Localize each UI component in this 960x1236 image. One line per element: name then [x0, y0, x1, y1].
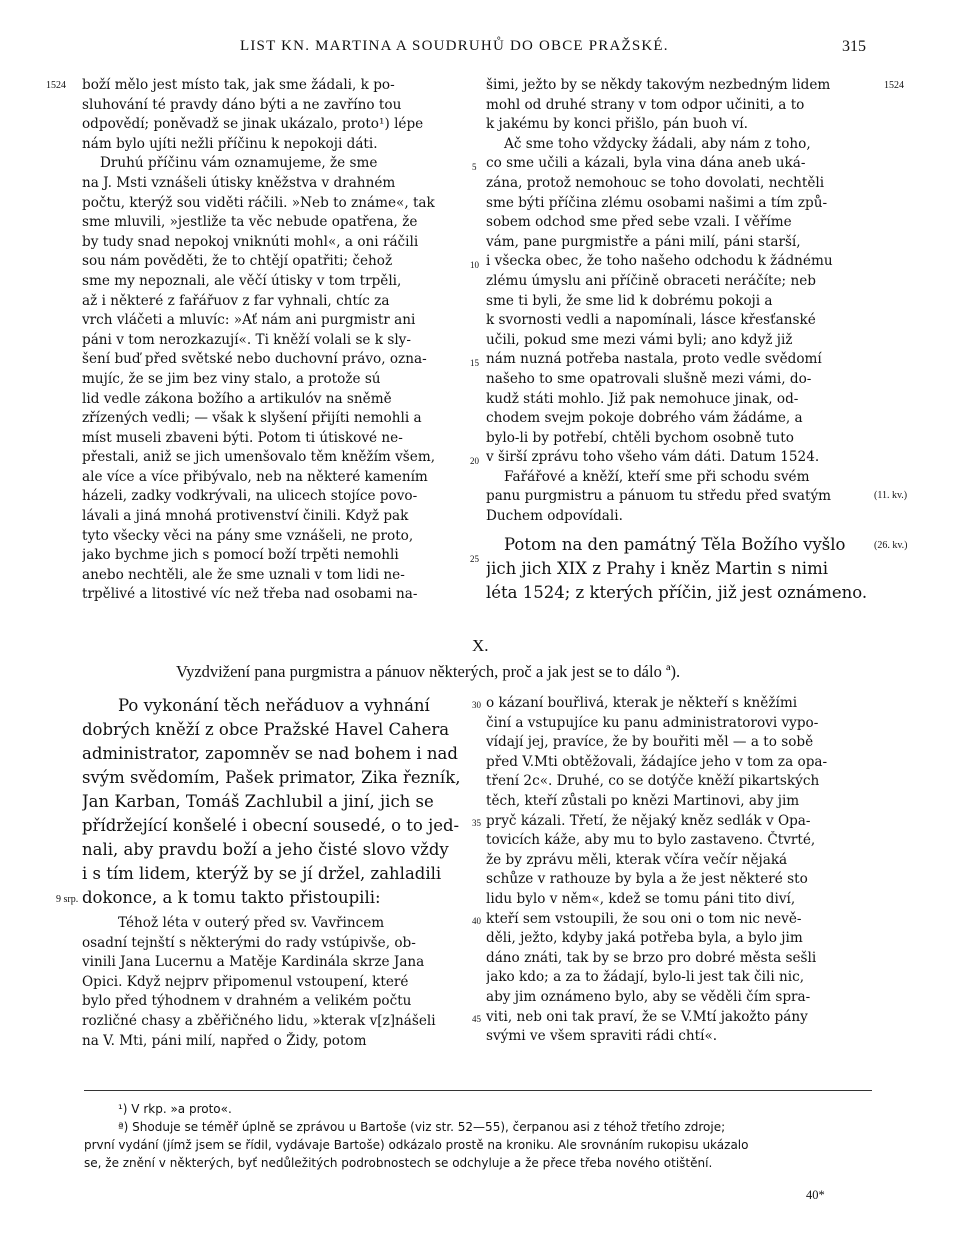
- text-line: nám bylo ujíti nežli příčinu k nepokoji dáti.: [82, 135, 378, 152]
- text-line: sme mluvili, »jestliže ta věc nebude opatřena, že: [82, 214, 418, 231]
- text-line: Jan Karban, Tomáš Zachlubil a jiní, jich se: [82, 792, 434, 811]
- left-column-top: [82, 76, 467, 605]
- text-line: jako bychme jich s pomocí boží trpěti nemohli: [82, 547, 399, 564]
- text-line: jako kdo; a za to žádají, bylo-li jest tak čili nic,: [486, 969, 805, 986]
- section-number: X.: [472, 636, 489, 655]
- text-line: by tudy snad nepokoj vniknúti mohl«, a oni ráčili: [82, 233, 419, 250]
- text-line: Opici. Když nejprv připomenul vstoupení, které: [82, 973, 409, 990]
- line-number: 30: [472, 700, 481, 710]
- text-line: dáno znáti, tak by se brzo pro dobré města sešli: [486, 949, 817, 966]
- text-line: boží mělo jest místo tak, jak sme žádali, k po-: [82, 77, 395, 93]
- text-line: o kázaní bouřlivá, kterak je někteří s kněžími: [486, 695, 798, 711]
- margin-year-right: 1524: [884, 80, 904, 91]
- text-line: nám nuzná potřeba nastala, proto vedle svědomí: [486, 351, 822, 368]
- text-line: svými ve všem spraviti rádi chtí«.: [486, 1028, 718, 1045]
- right-column-bottom: [486, 694, 871, 1047]
- footnote: ª) Shoduje se téměř úplně se zprávou u Bartoše (viz str. 52—55), čerpanou asi z téhož třetího zdroje;: [118, 1120, 726, 1134]
- text-line: dobrých kněží z obce Pražské Havel Cahera: [82, 720, 450, 739]
- text-line: přídržející konšelé i obecní sousedé, o to jed-: [82, 816, 460, 835]
- line-number: 10: [470, 260, 479, 270]
- text-line: házeli, zadky vodkrývali, na ulicech stojíce povo-: [82, 488, 418, 505]
- text-line: zána, protož nemohouc se toho dovolati, nechtěli: [486, 174, 825, 191]
- text-line: Fařářové a kněží, kteří sme při schodu svém: [504, 468, 810, 485]
- text-line: pryč kázali. Třetí, že nějaký kněz sedlák v Opa-: [486, 812, 811, 829]
- right-column-top: [486, 76, 871, 605]
- text-line: léta 1524; z kterých příčin, již jest oznámeno.: [486, 582, 868, 602]
- footnote: se, že znění v některých, byť nedůležitých podrobnostech se odchyluje a že přece třeba nového otištění.: [84, 1156, 713, 1170]
- text-line: jich jich XIX z Prahy i kněz Martin s nimi: [486, 558, 829, 578]
- text-line: tření 2c«. Druhé, co se dotýče kněží pikartských: [486, 773, 820, 790]
- margin-note: (26. kv.): [874, 540, 908, 551]
- line-number: 15: [470, 358, 479, 368]
- text-line: šimi, ježto by se někdy takovým nezbedným lidem: [486, 77, 831, 93]
- text-line: Druhú příčinu vám oznamujeme, že sme: [100, 155, 378, 172]
- text-line: lidu bylo v něm«, kdež se tomu páni tito diví,: [486, 890, 796, 907]
- text-line: činí a vstupujíce ku panu administratorovi vypo-: [486, 714, 819, 731]
- margin-date: 9 srp.: [56, 894, 79, 905]
- text-line: odpovědí; poněvadž se jinak ukázalo, proto¹) lépe: [82, 116, 424, 133]
- text-line: sobem odchod sme před sebe vzali. I věříme: [486, 214, 792, 231]
- text-line: učili, pokud sme mezi vámi byli; ano když již: [486, 331, 793, 348]
- page-number: 315: [842, 38, 866, 55]
- text-line: k svornosti vedli a napomínali, lásce křesťanské: [486, 312, 816, 329]
- text-line: vám, pane purgmistře a páni milí, páni starší,: [486, 233, 801, 250]
- text-line: dokonce, a k tomu takto přistoupili:: [82, 888, 381, 907]
- text-line: na V. Mti, páni milí, napřed o Židy, potom: [82, 1032, 367, 1049]
- text-line: anebo nechtěli, ale že sme uznali v tom lidi ne-: [82, 566, 405, 583]
- text-line: v širší zprávu toho všeho vám dáti. Datum 1524.: [486, 449, 820, 466]
- text-line: těch, kteří zůstali po knězi Martinovi, aby jim: [486, 792, 800, 809]
- text-line: i všecka obec, že toho našeho odchodu k žádnému: [486, 253, 833, 270]
- text-line: co sme učili a kázali, byla vina dána aneb uká-: [486, 155, 806, 172]
- text-line: přestali, aniž se jich umenšovalo těm kněžím všem,: [82, 449, 436, 466]
- page-header: [0, 38, 960, 60]
- text-line: šení buď před světské nebo duchovní právo, ozna-: [82, 351, 427, 368]
- line-number: 5: [472, 162, 477, 172]
- text-line: lávali a jiná mnohá protivenství činili. Když pak: [82, 508, 409, 525]
- text-line: rozličné chasy a zběřičného lidu, »kterak v[z]nášeli: [82, 1012, 436, 1029]
- text-line: svým svědomím, Pašek primator, Zika řezník,: [82, 768, 461, 787]
- text-line: bylo před týhodnem v drahném a velikém počtu: [82, 993, 412, 1010]
- text-line: zlému úmyslu ani příčině obraceti neráčíte; neb: [486, 272, 816, 289]
- text-line: vinili Jana Lucernu a Matěje Kardinála skrze Jana: [82, 954, 425, 971]
- text-line: k jakému by konci přišlo, pán buoh ví.: [486, 116, 748, 133]
- text-line: děli, ježto, kdyby jaká potřeba byla, a bylo jim: [486, 930, 803, 947]
- text-line: schůze v rathouze by byla a že jest některé sto: [486, 871, 808, 888]
- text-line: i s tím lidem, kterýž by se jí držel, zahladili: [82, 864, 442, 883]
- margin-note: (11. kv.): [874, 490, 908, 501]
- text-line: na J. Msti vznášeli útisky kněžstva v drahném: [82, 174, 396, 191]
- text-line: nali, aby pravdu boží a jeho čisté slovo vždy: [82, 840, 449, 859]
- line-number: 20: [470, 456, 479, 466]
- text-line: až i některé z fařářuov z far vyhnali, chtíc za: [82, 292, 390, 309]
- line-number: 35: [472, 818, 481, 828]
- text-line: že by zprávu měli, kterak včíra večír nějaká: [486, 851, 788, 868]
- text-line: tovicích káže, aby mu to bylo zastaveno. Čtvrté,: [486, 832, 816, 849]
- text-line: kudž státi mohlo. Již pak nemohuce jinak, od-: [486, 390, 799, 407]
- text-line: Po vykonání těch neřáduov a vyhnání: [118, 696, 430, 715]
- section-title: Vyzdvižení pana purgmistra a pánuov některých, proč a jak jest se to dálo ª).: [176, 662, 681, 681]
- text-line: viti, neb oni tak praví, že se V.Mtí jakožto pány: [486, 1008, 808, 1025]
- text-line: před V.Mti obtěžovali, žádajíce jeho v tom za opa-: [486, 753, 828, 770]
- text-line: tyto všecky věci na pány sme vznášeli, ne proto,: [82, 527, 414, 544]
- text-line: administrator, zapomněv se nad bohem i nad: [82, 744, 458, 763]
- text-line: osadní tejnští s některými do rady vstúpivše, ob-: [82, 934, 416, 951]
- text-line: mohl od druhé strany v tom odpor učiniti, a to: [486, 96, 805, 113]
- text-line: lid vedle zákona božího a artikulóv na sněmě: [82, 390, 392, 407]
- margin-year-left: 1524: [46, 80, 66, 91]
- line-number: 25: [470, 554, 479, 564]
- text-line: Ač sme toho vždycky žádali, aby nám z toho,: [504, 135, 811, 152]
- text-line: mujíc, že se jim bez viny stalo, a protože sú: [82, 370, 381, 387]
- text-line: aby jim oznámeno bylo, aby se věděli čím spra-: [486, 988, 811, 1005]
- line-number: 45: [472, 1014, 481, 1024]
- text-line: našeho to sme opatrovali slušně mezi vámi, do-: [486, 370, 812, 387]
- text-line: bylo-li by potřebí, chtěli bychom osobně tuto: [486, 429, 794, 446]
- text-line: vrch vláčeti a mluvíc: »Ať nám ani purgmistr ani: [82, 312, 416, 329]
- text-line: Potom na den památný Těla Božího vyšlo: [504, 534, 846, 554]
- footnote: ¹) V rkp. »a proto«.: [118, 1102, 232, 1116]
- left-column-bottom: [82, 694, 467, 1051]
- text-line: panu purgmistru a pánuom tu středu před svatým: [486, 488, 832, 505]
- text-line: Duchem odpovídali.: [486, 508, 623, 525]
- text-line: počtu, kterýž sou viděti ráčili. »Neb to známe«, tak: [82, 194, 435, 211]
- text-line: míst museli zbaveni býti. Potom ti útiskové ne-: [82, 429, 403, 446]
- text-line: Téhož léta v outerý před sv. Vavřincem: [118, 915, 385, 931]
- text-line: sme býti příčina zlému osobami našimi a tím způ-: [486, 194, 828, 211]
- footnotes: [84, 1100, 872, 1172]
- signature-mark: 40*: [806, 1188, 825, 1202]
- footnote-divider: [84, 1090, 872, 1091]
- text-line: kteří sem vstoupili, že sou oni o tom nic nevě-: [486, 910, 802, 927]
- text-line: sou nám pověděti, že to chtějí opatřiti; čehož: [82, 253, 393, 270]
- running-title: LIST KN. MARTINA A SOUDRUHŮ DO OBCE PRAŽSKÉ.: [240, 38, 669, 54]
- text-line: sme ti byli, že sme lid k dobrému pokoji a: [486, 292, 773, 309]
- text-line: sluhování té pravdy dáno býti a ne zavříno tou: [82, 96, 402, 113]
- text-line: sme my nepoznali, ale věčí útisky v tom trpěli,: [82, 272, 402, 289]
- text-line: trpělivé a litostivé víc než třeba nad osobami na-: [82, 586, 418, 603]
- footnote: první vydání (jímž jsem se řídil, vydávaje Bartoše) odkázalo prostě na kroniku. Ale srovnáním rukopisu ukázalo: [84, 1138, 749, 1152]
- text-line: páni v tom nerozkazují«. Ti kněží volali se k sly-: [82, 331, 411, 348]
- text-line: ale více a více přibývalo, neb na některé kamením: [82, 468, 428, 485]
- text-line: vídají jej, pravíce, že by bouřiti měl — a to sobě: [486, 734, 814, 751]
- text-line: chodem svejm pokoje dobrého vám žádáme, a: [486, 410, 803, 427]
- line-number: 40: [472, 916, 481, 926]
- text-line: zřízených vedli; — však k slyšení přijíti nemohli a: [82, 410, 422, 427]
